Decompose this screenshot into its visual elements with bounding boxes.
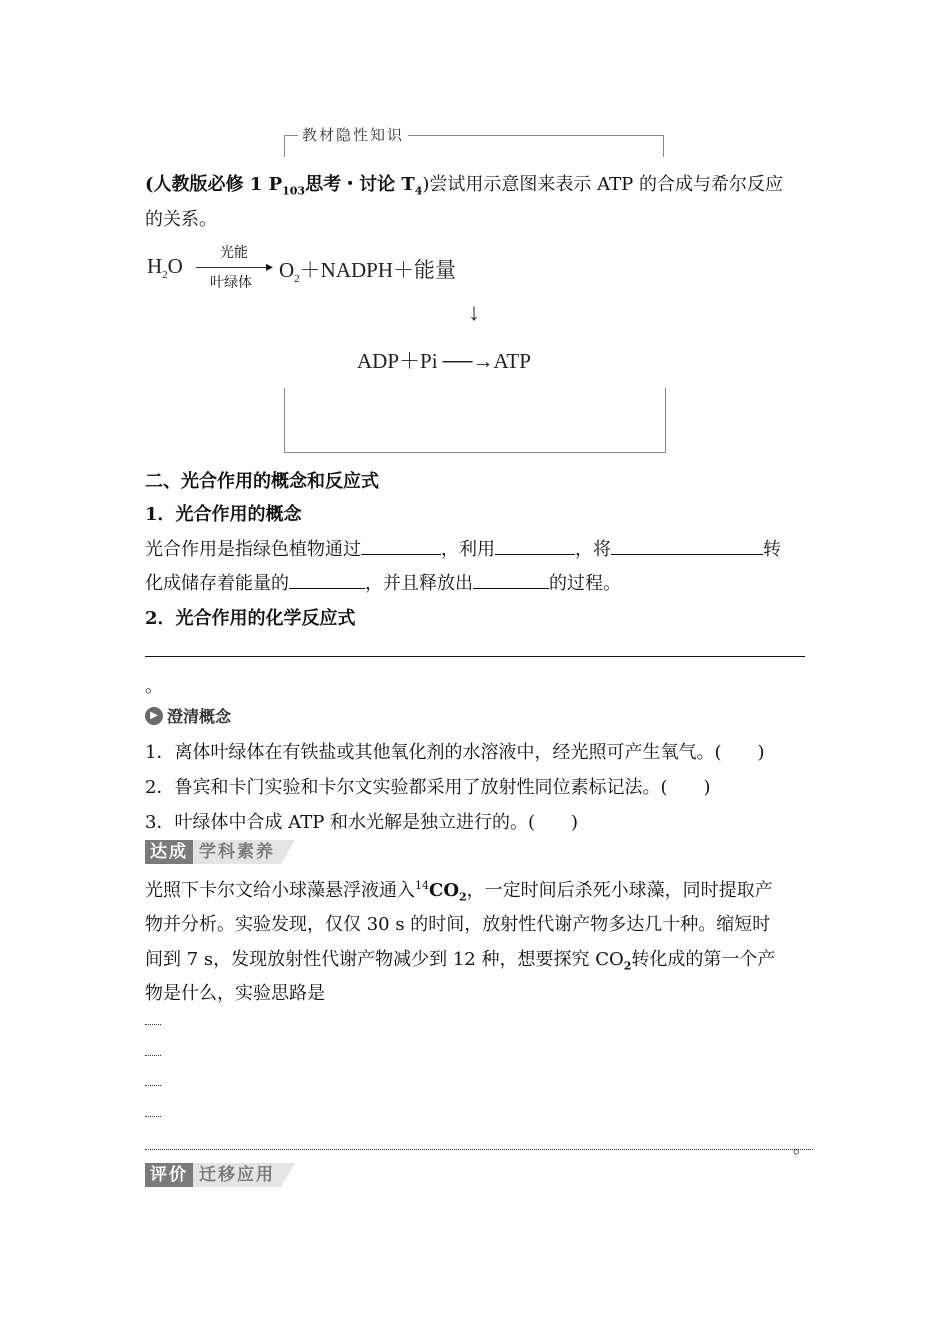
products-line <box>279 254 456 285</box>
light-arrow <box>196 242 276 292</box>
atp-synthesis: ADP＋Pi ──→ATP <box>357 349 531 373</box>
box-left-edge <box>284 135 285 157</box>
concept-text-b: ，利用 <box>441 539 495 560</box>
banner-literacy-light: 学科素养 <box>193 840 281 864</box>
blank-2[interactable] <box>495 536 575 555</box>
concept-line2 <box>145 569 621 595</box>
clarify-label <box>145 704 231 727</box>
section-heading: 二、光合作用的概念和反应式 <box>145 471 379 492</box>
concept-text-g: 的过程。 <box>549 573 621 594</box>
blank-4[interactable] <box>289 570 365 589</box>
answer-dots-1[interactable] <box>145 1024 161 1025</box>
literacy-line2: 物并分析。实验发现，仅仅 30 s 的时间，放射性代谢产物多达几十种。缩短时 <box>145 914 771 935</box>
subheading-equation: 2．光合作用的化学反应式 <box>145 608 356 629</box>
clarify-item-1: 1．离体叶绿体在有铁盐或其他氧化剂的水溶液中，经光照可产生氧气。( ) <box>145 742 765 763</box>
q-lead: (人教版必修 1 P <box>145 174 283 195</box>
products-text: ＋NADPH＋能量 <box>299 258 457 282</box>
banner-application-tip <box>281 1163 295 1187</box>
q-sub2: 4 <box>414 184 423 198</box>
box-question-line2: 的关系。 <box>145 209 217 230</box>
h2o-formula: $H_2O$ <box>147 254 183 282</box>
concept-text-e: 化成储存着能量的 <box>145 573 289 594</box>
answer-dots-2[interactable] <box>145 1055 161 1056</box>
subheading-concept: 1．光合作用的概念 <box>145 504 302 525</box>
equation-answer-line[interactable] <box>145 656 805 657</box>
clarify-item-3: 3．叶绿体中合成 ATP 和水光解是独立进行的。( ) <box>145 812 579 833</box>
play-icon: ▶ <box>145 707 163 725</box>
blank-5[interactable] <box>473 570 549 589</box>
concept-text-c: ，将 <box>575 539 611 560</box>
concept-text-f: ，并且释放出 <box>365 573 473 594</box>
q-sub: 103 <box>282 184 306 198</box>
q-tail: )尝试用示意图来表示 ATP 的合成与希尔反应 <box>422 174 784 195</box>
knowledge-box-bottom <box>284 388 666 453</box>
equation-period: 。 <box>145 676 163 697</box>
answer-dots-long[interactable] <box>145 1149 813 1150</box>
answer-dots-3[interactable] <box>145 1085 161 1086</box>
banner-literacy-tip <box>281 840 295 864</box>
literacy-line1: 光照下卡尔文给小球藻悬浮液通入$^{14}CO_2$，一定时间后杀死小球藻，同时提取产 <box>145 879 773 904</box>
down-arrow: ↓ <box>468 300 480 326</box>
banner-literacy-dark: 达成 <box>145 840 193 864</box>
banner-application <box>145 1163 295 1187</box>
blank-1[interactable] <box>361 536 441 555</box>
arrow-top-label: 光能 <box>220 245 248 261</box>
answer-dots-4[interactable] <box>145 1116 161 1117</box>
q-mid: 思考・讨论 T <box>305 174 415 195</box>
blank-3[interactable] <box>611 536 763 555</box>
clarify-text: 澄清概念 <box>167 707 232 726</box>
box-question-line1 <box>145 170 783 198</box>
banner-literacy <box>145 840 295 864</box>
concept-line1 <box>145 535 781 561</box>
concept-text-a: 光合作用是指绿色植物通过 <box>145 539 361 560</box>
answer-end-period: 。 <box>793 1137 811 1158</box>
hill-reaction-equation <box>147 254 183 281</box>
literacy-line4: 物是什么，实验思路是 <box>145 983 325 1004</box>
concept-text-d: 转 <box>763 539 781 560</box>
clarify-item-2: 2．鲁宾和卡门实验和卡尔文实验都采用了放射性同位素标记法。( ) <box>145 777 711 798</box>
box-right-edge <box>663 135 664 157</box>
arrow-bottom-label: 叶绿体 <box>210 275 252 291</box>
arrow-shaft <box>196 267 268 268</box>
literacy-line3: 间到 7 s，发现放射性代谢产物减少到 12 种，想要探究 $CO_2$转化成的第一个产 <box>145 949 776 973</box>
banner-application-dark: 评价 <box>145 1163 193 1187</box>
box-title: 教材隐性知识 <box>298 124 408 145</box>
o2-formula: $O_2$ <box>279 258 300 286</box>
arrow-head: ▸ <box>266 259 274 275</box>
knowledge-box-top <box>284 126 664 157</box>
banner-application-light: 迁移应用 <box>193 1163 281 1187</box>
